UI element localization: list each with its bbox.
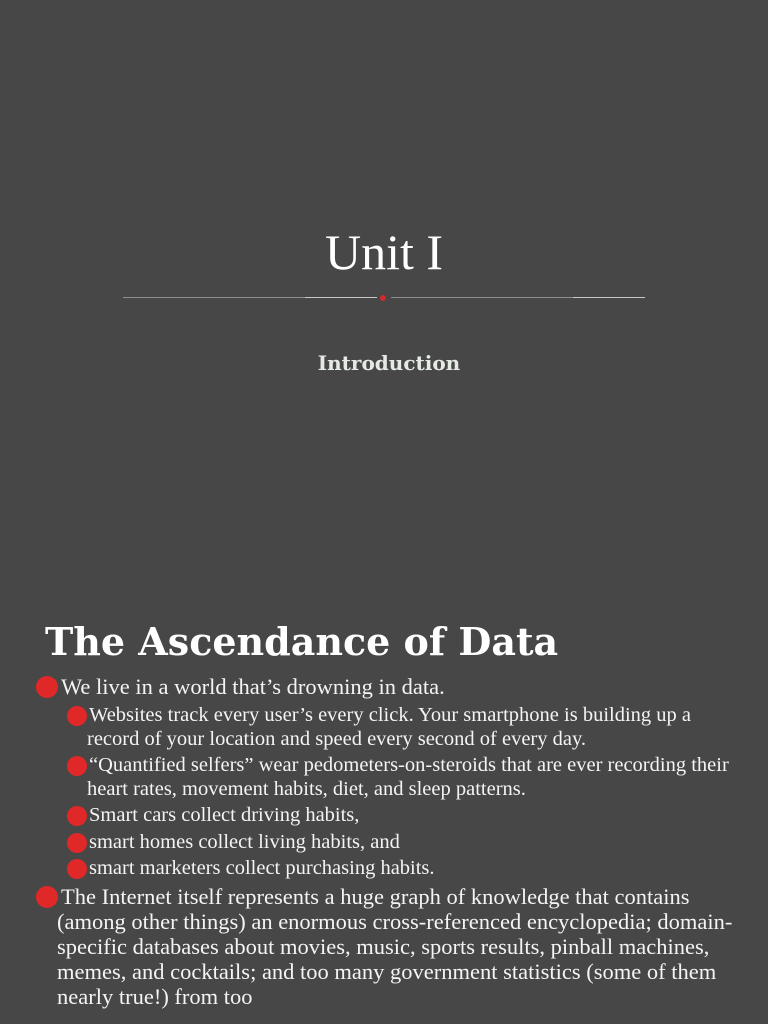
bullet-text: Smart cars collect driving habits, — [89, 804, 360, 826]
bullet-text: smart homes collect living habits, and — [89, 830, 400, 853]
divider-line-right — [391, 297, 645, 298]
slide-title: Unit I — [324, 224, 444, 280]
sub-bullet-item — [0, 704, 768, 751]
sub-bullet-item — [0, 831, 768, 855]
bullet-list — [0, 674, 768, 1014]
bullet-text: “Quantified selfers” wear pedometers-on-steroids that are ever recording their heart rates, movement habits, diet, and sleep patterns. — [87, 754, 729, 800]
bullet-item — [0, 884, 768, 1009]
slide-subtitle: Introduction — [317, 351, 461, 375]
slide-heading: The Ascendance of Data — [45, 619, 559, 664]
bullet-text: We live in a world that’s drowning in data. — [61, 674, 445, 699]
divider-dot-icon — [380, 295, 386, 301]
divider-line-left — [123, 297, 377, 298]
title-divider — [123, 296, 645, 300]
bullet-dot-icon — [67, 756, 87, 776]
bullet-dot-icon — [36, 676, 58, 698]
bullet-text: Websites track every user’s every click. Your smartphone is building up a record of your location and speed every second of every day. — [87, 704, 692, 750]
sub-bullet-item — [0, 754, 768, 801]
bullet-dot-icon — [36, 886, 58, 908]
bullet-text: smart marketers collect purchasing habits. — [89, 857, 435, 879]
sub-bullet-item — [0, 857, 768, 881]
bullet-dot-icon — [67, 833, 87, 853]
content-slide — [0, 580, 768, 1024]
bullet-item — [0, 674, 768, 699]
bullet-text: The Internet itself represents a huge graph of knowledge that contains (among other things) an enormous cross-referenced encyclopedia; domain-specific databases about movies, music, sports results, pinball machines, memes, and cocktails; and too many government statistics (some of them nearly true!) from too — [57, 883, 733, 1009]
bullet-dot-icon — [67, 706, 87, 726]
bullet-dot-icon — [67, 859, 87, 879]
sub-bullet-item — [0, 804, 768, 828]
bullet-dot-icon — [67, 806, 87, 826]
